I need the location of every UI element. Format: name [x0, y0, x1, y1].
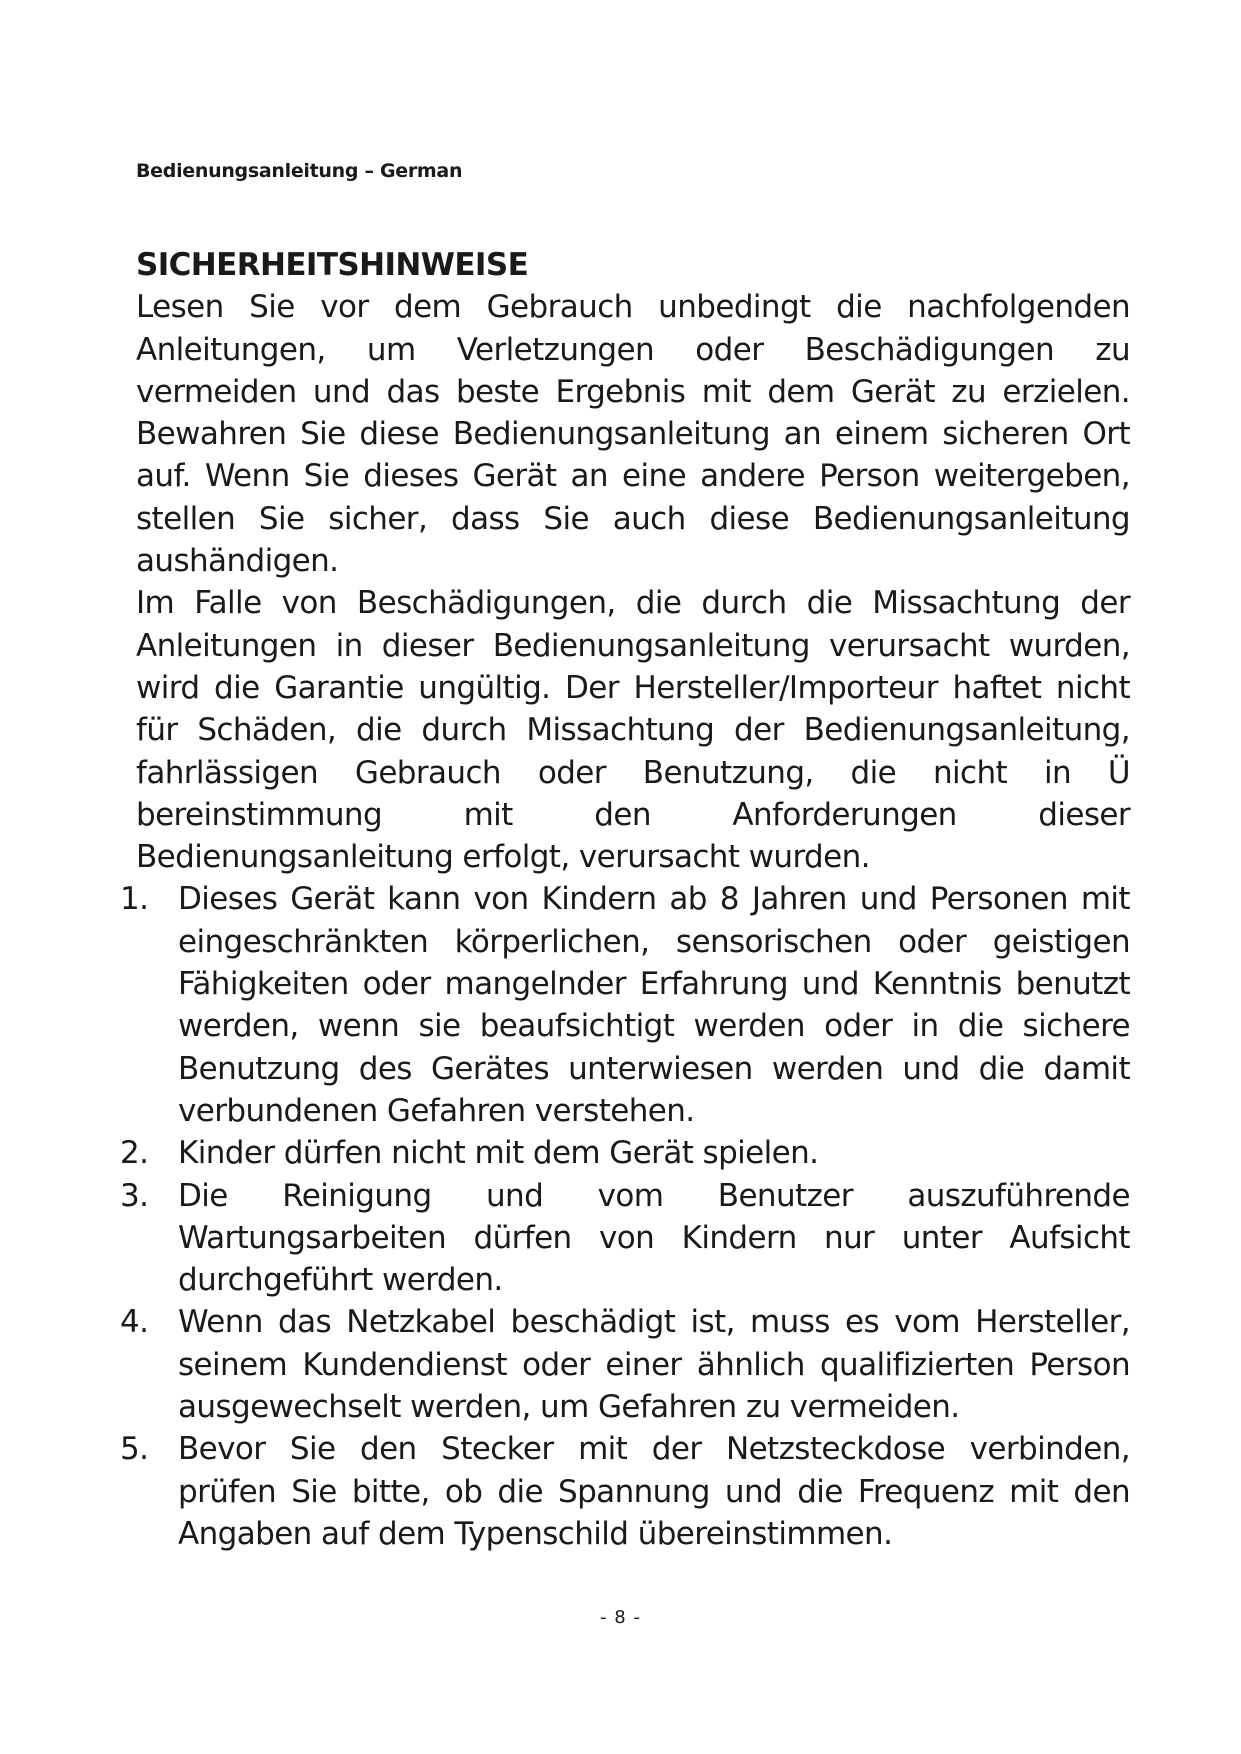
section-title: SICHERHEITSHINWEISE — [136, 247, 529, 283]
intro-paragraph: Lesen Sie vor dem Gebrauch unbedingt die nachfolgenden Anleitungen, um Verletzungen oder Beschädigungen zu vermeiden und das beste Ergebnis mit dem Gerät zu erzielen. Bewahren Sie diese Bedienungsanleitung an einem sicheren Ort auf. Wenn Sie dieses Gerät an eine andere Person weitergeben, stellen Sie sicher, dass Sie auch diese Bedienungsanleitung aushändigen. — [136, 289, 1130, 580]
list-item-number: 5. — [120, 1431, 149, 1468]
list-item-text: Bevor Sie den Stecker mit der Netzsteckdose verbinden, prüfen Sie bitte, ob die Spannung und die Frequenz mit den Angaben auf dem Typenschild übereinstimmen. — [178, 1431, 1130, 1552]
list-item-text: Wenn das Netzkabel beschädigt ist, muss es vom Hersteller, seinem Kundendienst oder einer ähnlich qualifizierten Person ausgewechselt werden, um Gefahren zu vermeiden. — [178, 1304, 1130, 1426]
list-item-text: Kinder dürfen nicht mit dem Gerät spielen. — [178, 1135, 819, 1172]
document-header: Bedienungsanleitung – German — [136, 160, 463, 182]
list-item — [120, 1175, 1130, 1302]
safety-section — [120, 244, 1130, 1555]
list-item — [120, 1301, 1130, 1428]
page-number: - 8 - — [600, 1607, 641, 1628]
list-item — [120, 878, 1130, 1132]
warranty-paragraph: Im Falle von Beschädigungen, die durch die Missachtung der Anleitungen in dieser Bedienungsanleitung verursacht wurden, wird die Garantie ungültig. Der Hersteller/Importeur haftet nicht für Schäden, die durch Missachtung der Bedienungsanleitung, fahrlässigen Gebrauch oder Benutzung, die nicht in Ü bereinstimmung mit den Anforderungen dieser Bedienungsanleitung erfolgt, verursacht wurden. — [136, 585, 1130, 876]
list-item-text: Die Reinigung und vom Benutzer auszuführende Wartungsarbeiten dürfen von Kindern nur unter Aufsicht durchgeführt werden. — [178, 1177, 1130, 1299]
list-item-number: 2. — [120, 1135, 149, 1172]
list-item — [120, 1428, 1130, 1555]
list-item-number: 4. — [120, 1304, 149, 1341]
list-item — [120, 1132, 1130, 1174]
list-item-number: 1. — [120, 881, 149, 918]
safety-instructions-list — [120, 878, 1130, 1555]
list-item-number: 3. — [120, 1177, 149, 1214]
list-item-text: Dieses Gerät kann von Kindern ab 8 Jahren und Personen mit eingeschränkten körperlichen, sensorischen oder geistigen Fähigkeiten oder mangelnder Erfahrung und Kenntnis benutzt werden, wenn sie beaufsichtigt werden oder in die sichere Benutzung des Gerätes unterwiesen werden und die damit verbundenen Gefahren verstehen. — [178, 881, 1130, 1129]
